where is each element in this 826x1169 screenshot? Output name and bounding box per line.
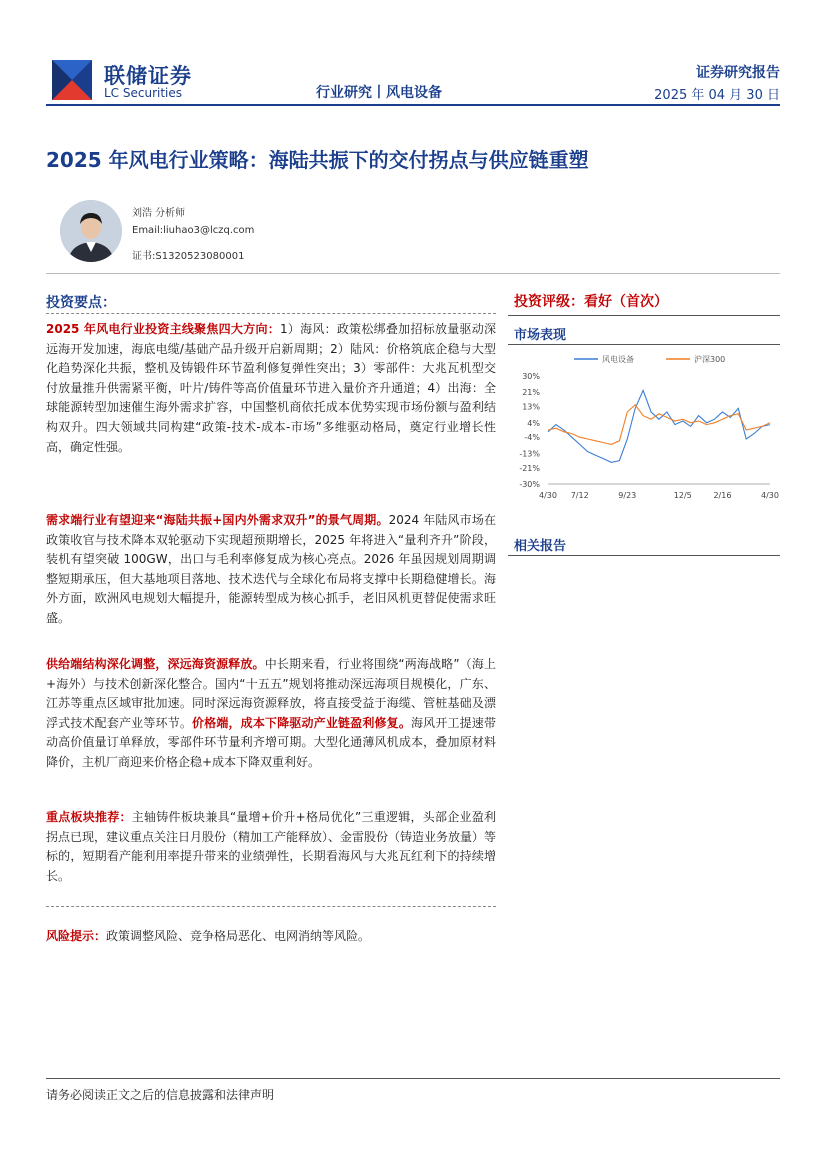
paragraph-lead: 重点板块推荐： — [46, 810, 132, 824]
paragraph-lead: 价格端，成本下降驱动产业链盈利修复。 — [192, 715, 411, 730]
x-tick-label: 7/12 — [570, 491, 589, 500]
y-tick-label: -13% — [519, 449, 540, 459]
x-tick-label: 12/5 — [673, 491, 692, 500]
analyst-certificate: 证书:S1320523080001 — [132, 251, 245, 262]
legend-label: 沪深300 — [694, 355, 726, 364]
risk-note — [46, 927, 370, 944]
analyst-email[interactable]: Email:liuhao3@lczq.com — [132, 225, 255, 236]
risk-dashed-divider — [46, 906, 496, 907]
avatar — [60, 200, 122, 262]
paragraph-lead: 需求端行业有望迎来“海陆共振+国内外需求双升”的景气周期。 — [46, 513, 389, 527]
related-reports-title: 相关报告 — [514, 539, 567, 554]
x-tick-label: 4/30 — [761, 491, 779, 500]
rating-divider — [508, 315, 780, 316]
investment-rating: 投资评级：看好（首次） — [514, 294, 668, 310]
report-type: 证券研究报告 — [696, 65, 780, 81]
y-tick-label: 4% — [527, 418, 540, 428]
y-tick-label: -21% — [519, 463, 540, 473]
x-tick-label: 2/16 — [713, 491, 732, 500]
report-category: 行业研究丨风电设备 — [316, 85, 442, 101]
header-divider — [46, 104, 780, 106]
x-tick-label: 4/30 — [539, 491, 557, 500]
logo-chinese-name: 联储证券 — [104, 64, 192, 88]
footer-divider — [46, 1078, 780, 1079]
legend-label: 风电设备 — [602, 355, 634, 364]
related-divider — [508, 555, 780, 556]
risk-text: 政策调整风险、竞争格局恶化、电网消纳等风险。 — [106, 929, 371, 943]
x-tick-label: 9/23 — [618, 491, 637, 500]
logo-english-name: LC Securities — [104, 86, 183, 100]
market-divider — [508, 344, 780, 345]
paragraph-body: 1）海风：政策松绑叠加招标放量驱动深远海开发加速，海底电缆/基础产品升级开启新周期；2）陆风：价格筑底企稳与大型化趋势深化共振，整机及铸锻件环节盈利修复弹性突出；3）零部件：大兆瓦机型交付放量推升供需紧平衡，叶片/铸件等高价值量环节进入量价齐升通道；4）出海：全球能源转型加速催生海外需求扩容，中国整机商依托成本优势实现市场份额与盈利结构双升。四大领域共同构建“政策-技术-成本-市场”多维驱动格局，奠定行业增长性高，确定性强。 — [46, 322, 496, 454]
y-tick-label: 21% — [522, 388, 540, 398]
paragraph-supply — [46, 655, 496, 773]
section-dashed-divider — [46, 313, 496, 314]
paragraph-body: 2024 年陆风市场在政策收官与技术降本双轮驱动下实现超预期增长，2025 年将进入“量利齐升”阶段，装机有望突破 100GW，出口与毛利率修复成为核心亮点。2026 年虽因规划周期调整短期承压，但大基地项目落地、技术迭代与全球化布局将支撑中长期稳健增长。海外方面，欧洲风电规划大幅提升，能源转型成为核心抓手，老旧风机更替促使需求旺盛。 — [46, 513, 496, 625]
section-divider — [46, 273, 780, 274]
paragraph-recommendation — [46, 808, 496, 886]
paragraph-body: 中长期来看，行业将围绕“两海战略”（海上+海外）与技术创新深化整合。国内“十五五”规划将推动深远海项目规模化，广东、江苏等重点区域审批加速。同时深远海资源释放，将直接受益于海缆、管桩基础及漂浮式技术配套产业等环节。 — [46, 657, 496, 730]
paragraph-demand — [46, 511, 496, 629]
section-title: 投资要点： — [46, 295, 116, 311]
paragraph-body: 海风开工提速带动高价值量订单释放，零部件环节量利齐增可期。大型化通薄风机成本，叠加原材料降价，主机厂商迎来价格企稳+成本下降双重利好。 — [46, 715, 496, 769]
y-tick-label: -30% — [519, 480, 540, 489]
paragraph-investment-themes — [46, 320, 496, 457]
page-title: 2025 年风电行业策略：海陆共振下的交付拐点与供应链重塑 — [46, 148, 589, 172]
footer-disclaimer: 请务必阅读正文之后的信息披露和法律声明 — [46, 1088, 275, 1102]
y-tick-label: -4% — [524, 433, 540, 443]
analyst-name: 刘浩 分析师 — [132, 208, 186, 219]
y-tick-label: 13% — [522, 402, 540, 412]
company-logo-icon — [52, 60, 92, 100]
market-performance-title: 市场表现 — [514, 328, 567, 343]
paragraph-body: 主轴铸件板块兼具“量增+价升+格局优化”三重逻辑，头部企业盈利拐点已现，建议重点关注日月股份（精加工产能释放）、金雷股份（铸造业务放量）等标的，短期看产能利用率提升带来的业绩弹性，长期看海风与大兆瓦红利下的持续增长。 — [46, 810, 497, 883]
paragraph-lead: 供给端结构深化调整，深远海资源释放。 — [46, 657, 265, 671]
series-line — [548, 390, 770, 462]
paragraph-lead: 2025 年风电行业投资主线聚焦四大方向： — [46, 322, 280, 336]
market-performance-chart — [508, 350, 780, 510]
report-date: 2025 年 04 月 30 日 — [654, 88, 780, 103]
risk-label: 风险提示： — [46, 929, 107, 943]
y-tick-label: 30% — [522, 372, 540, 381]
analyst-photo-icon — [60, 200, 122, 262]
